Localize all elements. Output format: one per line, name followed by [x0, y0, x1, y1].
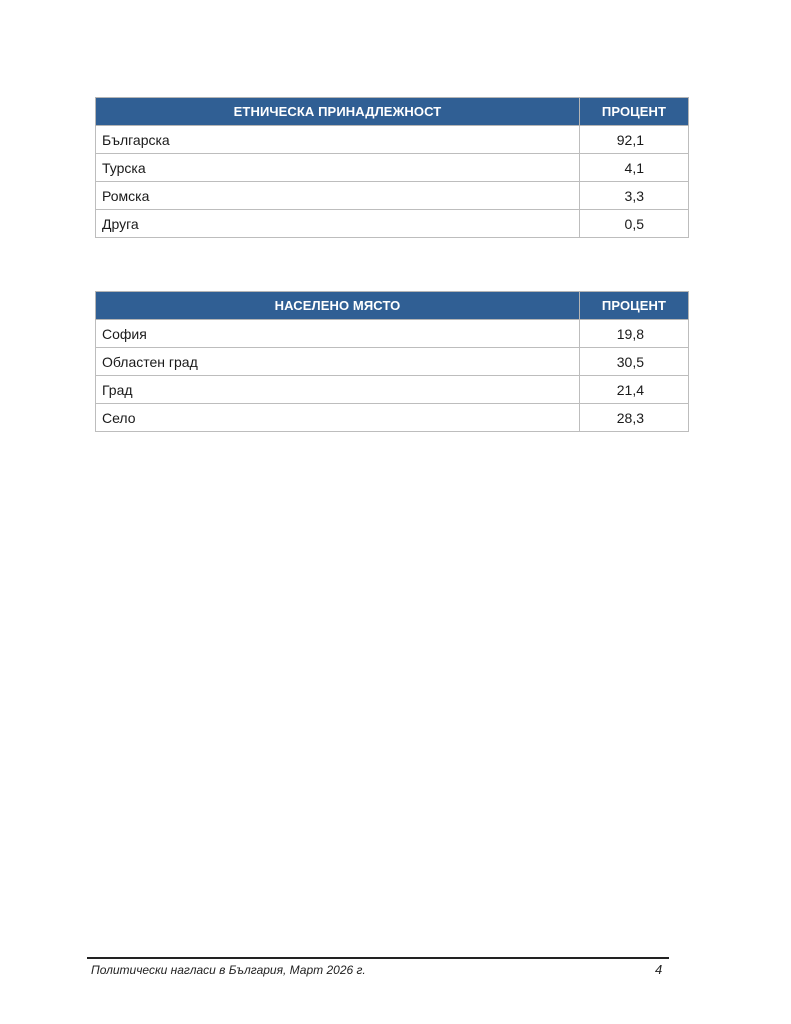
ethnicity-table	[95, 97, 689, 238]
table-row	[96, 154, 689, 182]
row-label: Град	[96, 376, 580, 404]
column-header-settlement: НАСЕЛЕНО МЯСТО	[96, 292, 580, 320]
column-header-percent: ПРОЦЕНТ	[580, 292, 689, 320]
settlement-table	[95, 291, 689, 432]
row-label: Областен град	[96, 348, 580, 376]
row-value: 0,5	[580, 210, 689, 238]
row-value: 92,1	[580, 126, 689, 154]
row-label: Друга	[96, 210, 580, 238]
row-label: Село	[96, 404, 580, 432]
footer-title: Политически нагласи в България, Март 2026 г.	[91, 963, 366, 977]
page-number: 4	[655, 962, 663, 977]
row-value: 30,5	[580, 348, 689, 376]
table-row	[96, 210, 689, 238]
row-value: 28,3	[580, 404, 689, 432]
table-header-row	[96, 98, 689, 126]
row-value: 19,8	[580, 320, 689, 348]
table-row	[96, 182, 689, 210]
table-row	[96, 348, 689, 376]
row-label: София	[96, 320, 580, 348]
row-label: Ромска	[96, 182, 580, 210]
table-row	[96, 320, 689, 348]
footer-divider	[87, 957, 669, 959]
table-row	[96, 404, 689, 432]
row-value: 3,3	[580, 182, 689, 210]
table-row	[96, 376, 689, 404]
column-header-percent: ПРОЦЕНТ	[580, 98, 689, 126]
column-header-ethnicity: ЕТНИЧЕСКА ПРИНАДЛЕЖНОСТ	[96, 98, 580, 126]
row-label: Българска	[96, 126, 580, 154]
row-value: 4,1	[580, 154, 689, 182]
row-value: 21,4	[580, 376, 689, 404]
table-row	[96, 126, 689, 154]
row-label: Турска	[96, 154, 580, 182]
table-header-row	[96, 292, 689, 320]
